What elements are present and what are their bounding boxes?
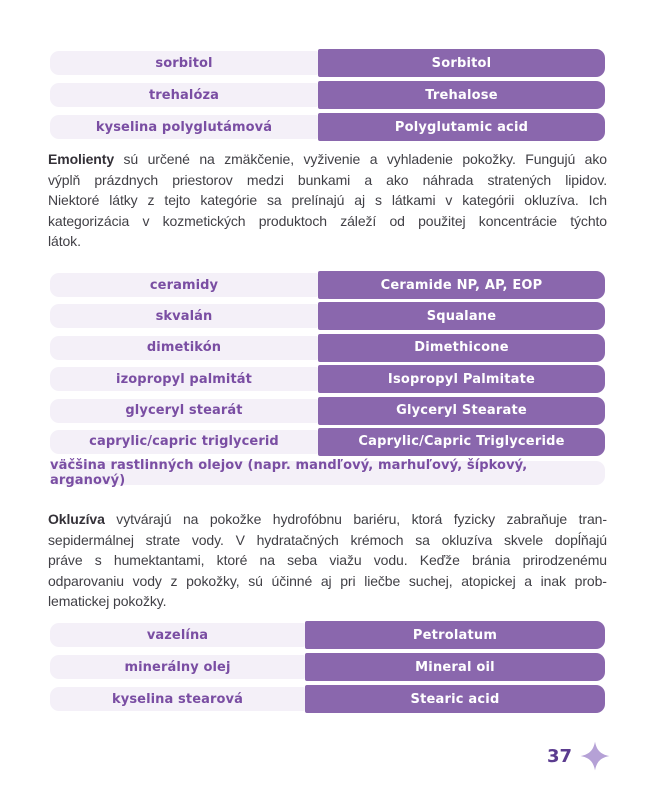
ingredient-name-inci: Isopropyl Palmitate bbox=[318, 365, 605, 393]
paragraph-line: Okluzíva vytvárajú na pokožke hydrofóbnu bariéru, ktorá fyzicky zabraňuje tran- bbox=[48, 511, 607, 527]
table-row bbox=[50, 49, 605, 77]
ingredient-name-sk: izopropyl palmitát bbox=[50, 367, 318, 391]
ingredient-name-inci: Petrolatum bbox=[305, 621, 605, 649]
paragraph-line: Niektoré látky z tejto kategórie sa prelínajú aj s látkami v kategórii okluzíva. Ich bbox=[48, 192, 607, 209]
ingredient-name-sk: dimetikón bbox=[50, 336, 318, 360]
ingredient-name-sk: kyselina polyglutámová bbox=[50, 115, 318, 139]
ingredient-name-sk: glyceryl stearát bbox=[50, 399, 318, 423]
paragraph-line: odparovaniu vody z pokožky, sú účinné aj pri liečbe suchej, atopickej a inak prob- bbox=[48, 572, 607, 589]
ingredient-name-inci: Mineral oil bbox=[305, 653, 605, 681]
table-row bbox=[50, 365, 605, 393]
table-row-full bbox=[50, 459, 605, 487]
paragraph-line: výplň prázdnych priestorov medzi bunkami a ako náhrada stratených lipidov. bbox=[48, 171, 607, 188]
ingredient-table-humectants bbox=[50, 49, 605, 145]
sparkle-icon bbox=[580, 740, 610, 772]
ingredient-name-sk: sorbitol bbox=[50, 51, 318, 75]
ingredient-name-sk: trehalóza bbox=[50, 83, 318, 107]
table-row bbox=[50, 81, 605, 109]
page-number: 37 bbox=[546, 745, 572, 767]
paragraph-occlusives bbox=[48, 511, 607, 614]
paragraph-line: Emolienty sú určené na zmäkčenie, vyživenie a vyhladenie pokožky. Fungujú ako bbox=[48, 151, 607, 167]
paragraph-emollients bbox=[48, 151, 607, 254]
ingredient-name-inci: Squalane bbox=[318, 302, 605, 330]
ingredient-table-emollients bbox=[50, 271, 605, 491]
ingredient-table-occlusives bbox=[50, 621, 605, 717]
ingredient-name-sk: skvalán bbox=[50, 304, 318, 328]
ingredient-name-inci: Caprylic/Capric Triglyceride bbox=[318, 428, 605, 456]
ingredient-name-inci: Dimethicone bbox=[318, 334, 605, 362]
section-lead-word: Emolienty bbox=[48, 151, 115, 167]
ingredient-name-inci: Trehalose bbox=[318, 81, 605, 109]
ingredient-name-sk: caprylic/capric triglycerid bbox=[50, 430, 318, 454]
table-row bbox=[50, 428, 605, 456]
table-row bbox=[50, 271, 605, 299]
paragraph-line: lematickej pokožky. bbox=[48, 593, 167, 610]
table-row bbox=[50, 621, 605, 649]
ingredient-name-inci: Glyceryl Stearate bbox=[318, 397, 605, 425]
table-row bbox=[50, 302, 605, 330]
ingredient-name-sk: minerálny olej bbox=[50, 655, 305, 679]
paragraph-line: práve s humektantami, ktoré na seba viažu vodu. Keďže bránia prirodzenému bbox=[48, 552, 607, 569]
table-row bbox=[50, 334, 605, 362]
table-row bbox=[50, 685, 605, 713]
ingredient-name-inci: Ceramide NP, AP, EOP bbox=[318, 271, 605, 299]
section-lead-word: Okluzíva bbox=[48, 511, 105, 527]
ingredient-name-sk: ceramidy bbox=[50, 273, 318, 297]
table-row bbox=[50, 113, 605, 141]
ingredient-name-inci: Sorbitol bbox=[318, 49, 605, 77]
ingredient-name-sk: kyselina stearová bbox=[50, 687, 305, 711]
ingredient-name-inci: Polyglutamic acid bbox=[318, 113, 605, 141]
ingredient-group-note: väčšina rastlinných olejov (napr. mandľový, marhuľový, šípkový, arganový) bbox=[50, 461, 605, 485]
page-footer bbox=[547, 740, 610, 772]
table-row bbox=[50, 653, 605, 681]
ingredient-name-sk: vazelína bbox=[50, 623, 305, 647]
paragraph-line: látok. bbox=[48, 233, 81, 250]
paragraph-line: sepidermálnej strate vody. V hydratačných krémoch sa okluzíva skvele dopĺňajú bbox=[48, 531, 607, 548]
ingredient-name-inci: Stearic acid bbox=[305, 685, 605, 713]
paragraph-line: kategorizácia v kozmetických produktoch záleží od použitej koncentrácie týchto bbox=[48, 212, 607, 229]
table-row bbox=[50, 397, 605, 425]
